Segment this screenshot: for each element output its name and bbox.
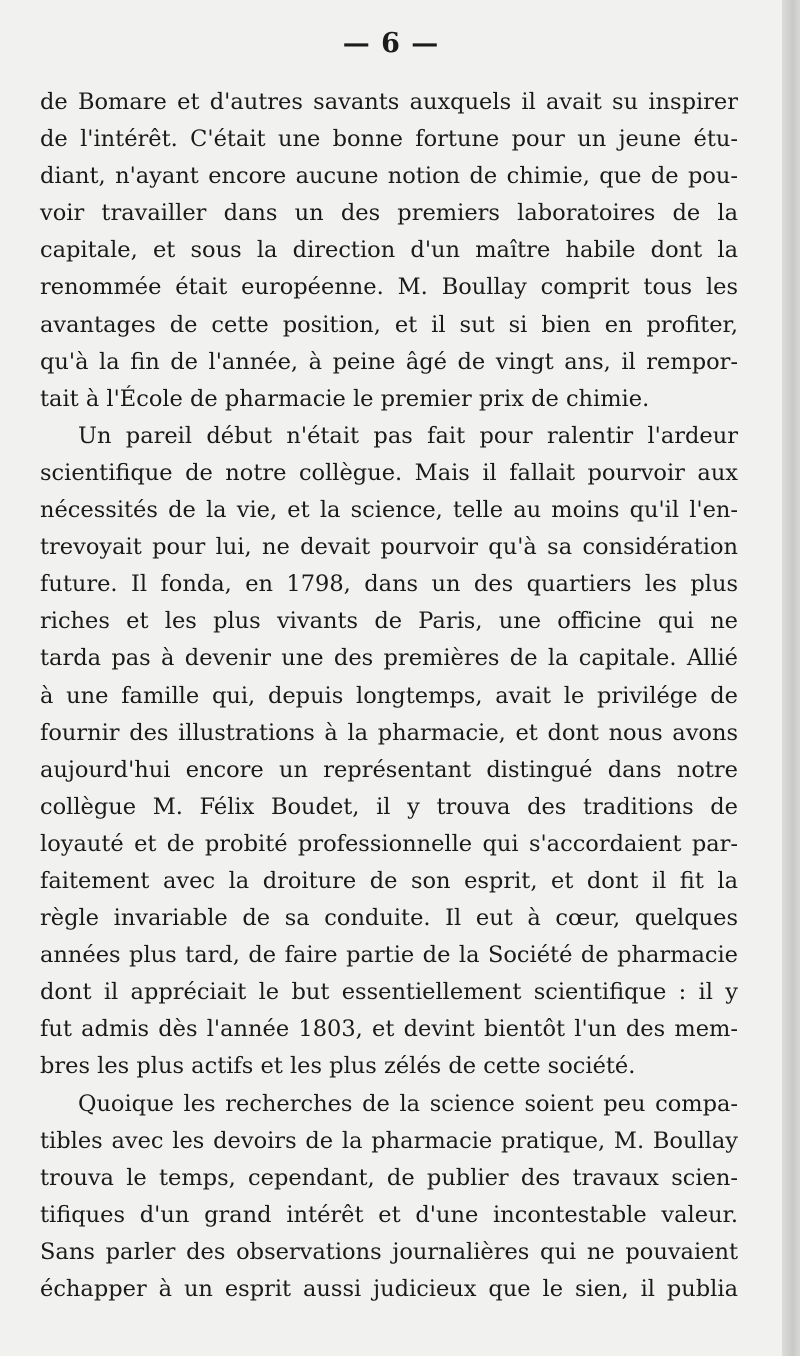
text-line: faitement avec la droiture de son esprit, et dont il fit la: [40, 867, 738, 894]
text-line: à une famille qui, depuis longtemps, avait le privilége de: [40, 682, 738, 709]
text-line: de Bomare et d'autres savants auxquels il avait su inspirer: [40, 89, 738, 115]
text-line: nécessités de la vie, et la science, telle au moins qu'il l'en-: [40, 497, 738, 524]
text-line: fournir des illustrations à la pharmacie, et dont nous avons: [40, 719, 738, 746]
text-line: tarda pas à devenir une des premières de la capitale. Allié: [40, 645, 738, 672]
text-line: scientifique de notre collègue. Mais il fallait pourvoir aux: [40, 459, 738, 486]
text-line: qu'à la fin de l'année, à peine âgé de vingt ans, il rempor-: [40, 348, 738, 375]
text-line: Quoique les recherches de la science soient peu compa-: [78, 1090, 738, 1117]
body-text: [40, 84, 738, 1308]
text-line: avantages de cette position, et il sut si bien en profiter,: [40, 311, 738, 338]
text-line: tifiques d'un grand intérêt et d'une incontestable valeur.: [40, 1201, 738, 1228]
text-line: trouva le temps, cependant, de publier des travaux scien-: [40, 1164, 738, 1191]
text-line: fut admis dès l'année 1803, et devint bientôt l'un des mem-: [40, 1016, 738, 1043]
text-line: règle invariable de sa conduite. Il eut à cœur, quelques: [40, 905, 738, 932]
text-line: de l'intérêt. C'était une bonne fortune pour un jeune étu-: [40, 126, 738, 153]
text-line: Un pareil début n'était pas fait pour ralentir l'ardeur: [78, 422, 738, 449]
text-line: bres les plus actifs et les plus zélés de cette société.: [40, 1053, 636, 1080]
text-line: capitale, et sous la direction d'un maître habile dont la: [40, 237, 738, 264]
text-line: années plus tard, de faire partie de la Société de pharmacie: [40, 942, 738, 969]
text-line: future. Il fonda, en 1798, dans un des quartiers les plus: [40, 571, 738, 598]
text-line: renommée était européenne. M. Boullay comprit tous les: [40, 274, 738, 301]
page-number: — 6 —: [342, 28, 440, 59]
text-line: voir travailler dans un des premiers laboratoires de la: [40, 200, 738, 227]
text-line: trevoyait pour lui, ne devait pourvoir qu'à sa considération: [40, 534, 738, 561]
text-line: dont il appréciait le but essentiellement scientifique : il y: [40, 979, 738, 1006]
text-line: tait à l'École de pharmacie le premier prix de chimie.: [40, 385, 650, 412]
text-line: Sans parler des observations journalières qui ne pouvaient: [40, 1238, 738, 1265]
text-line: aujourd'hui encore un représentant distingué dans notre: [40, 756, 738, 783]
text-line: diant, n'ayant encore aucune notion de chimie, que de pou-: [40, 163, 738, 190]
text-line: riches et les plus vivants de Paris, une officine qui ne: [40, 608, 738, 635]
text-line: échapper à un esprit aussi judicieux que le sien, il publia: [40, 1276, 738, 1302]
text-line: tibles avec les devoirs de la pharmacie pratique, M. Boullay: [40, 1127, 738, 1154]
page-edge-shadow: [782, 0, 800, 1356]
text-line: collègue M. Félix Boudet, il y trouva des traditions de: [40, 793, 738, 820]
text-line: loyauté et de probité professionnelle qui s'accordaient par-: [40, 830, 738, 857]
